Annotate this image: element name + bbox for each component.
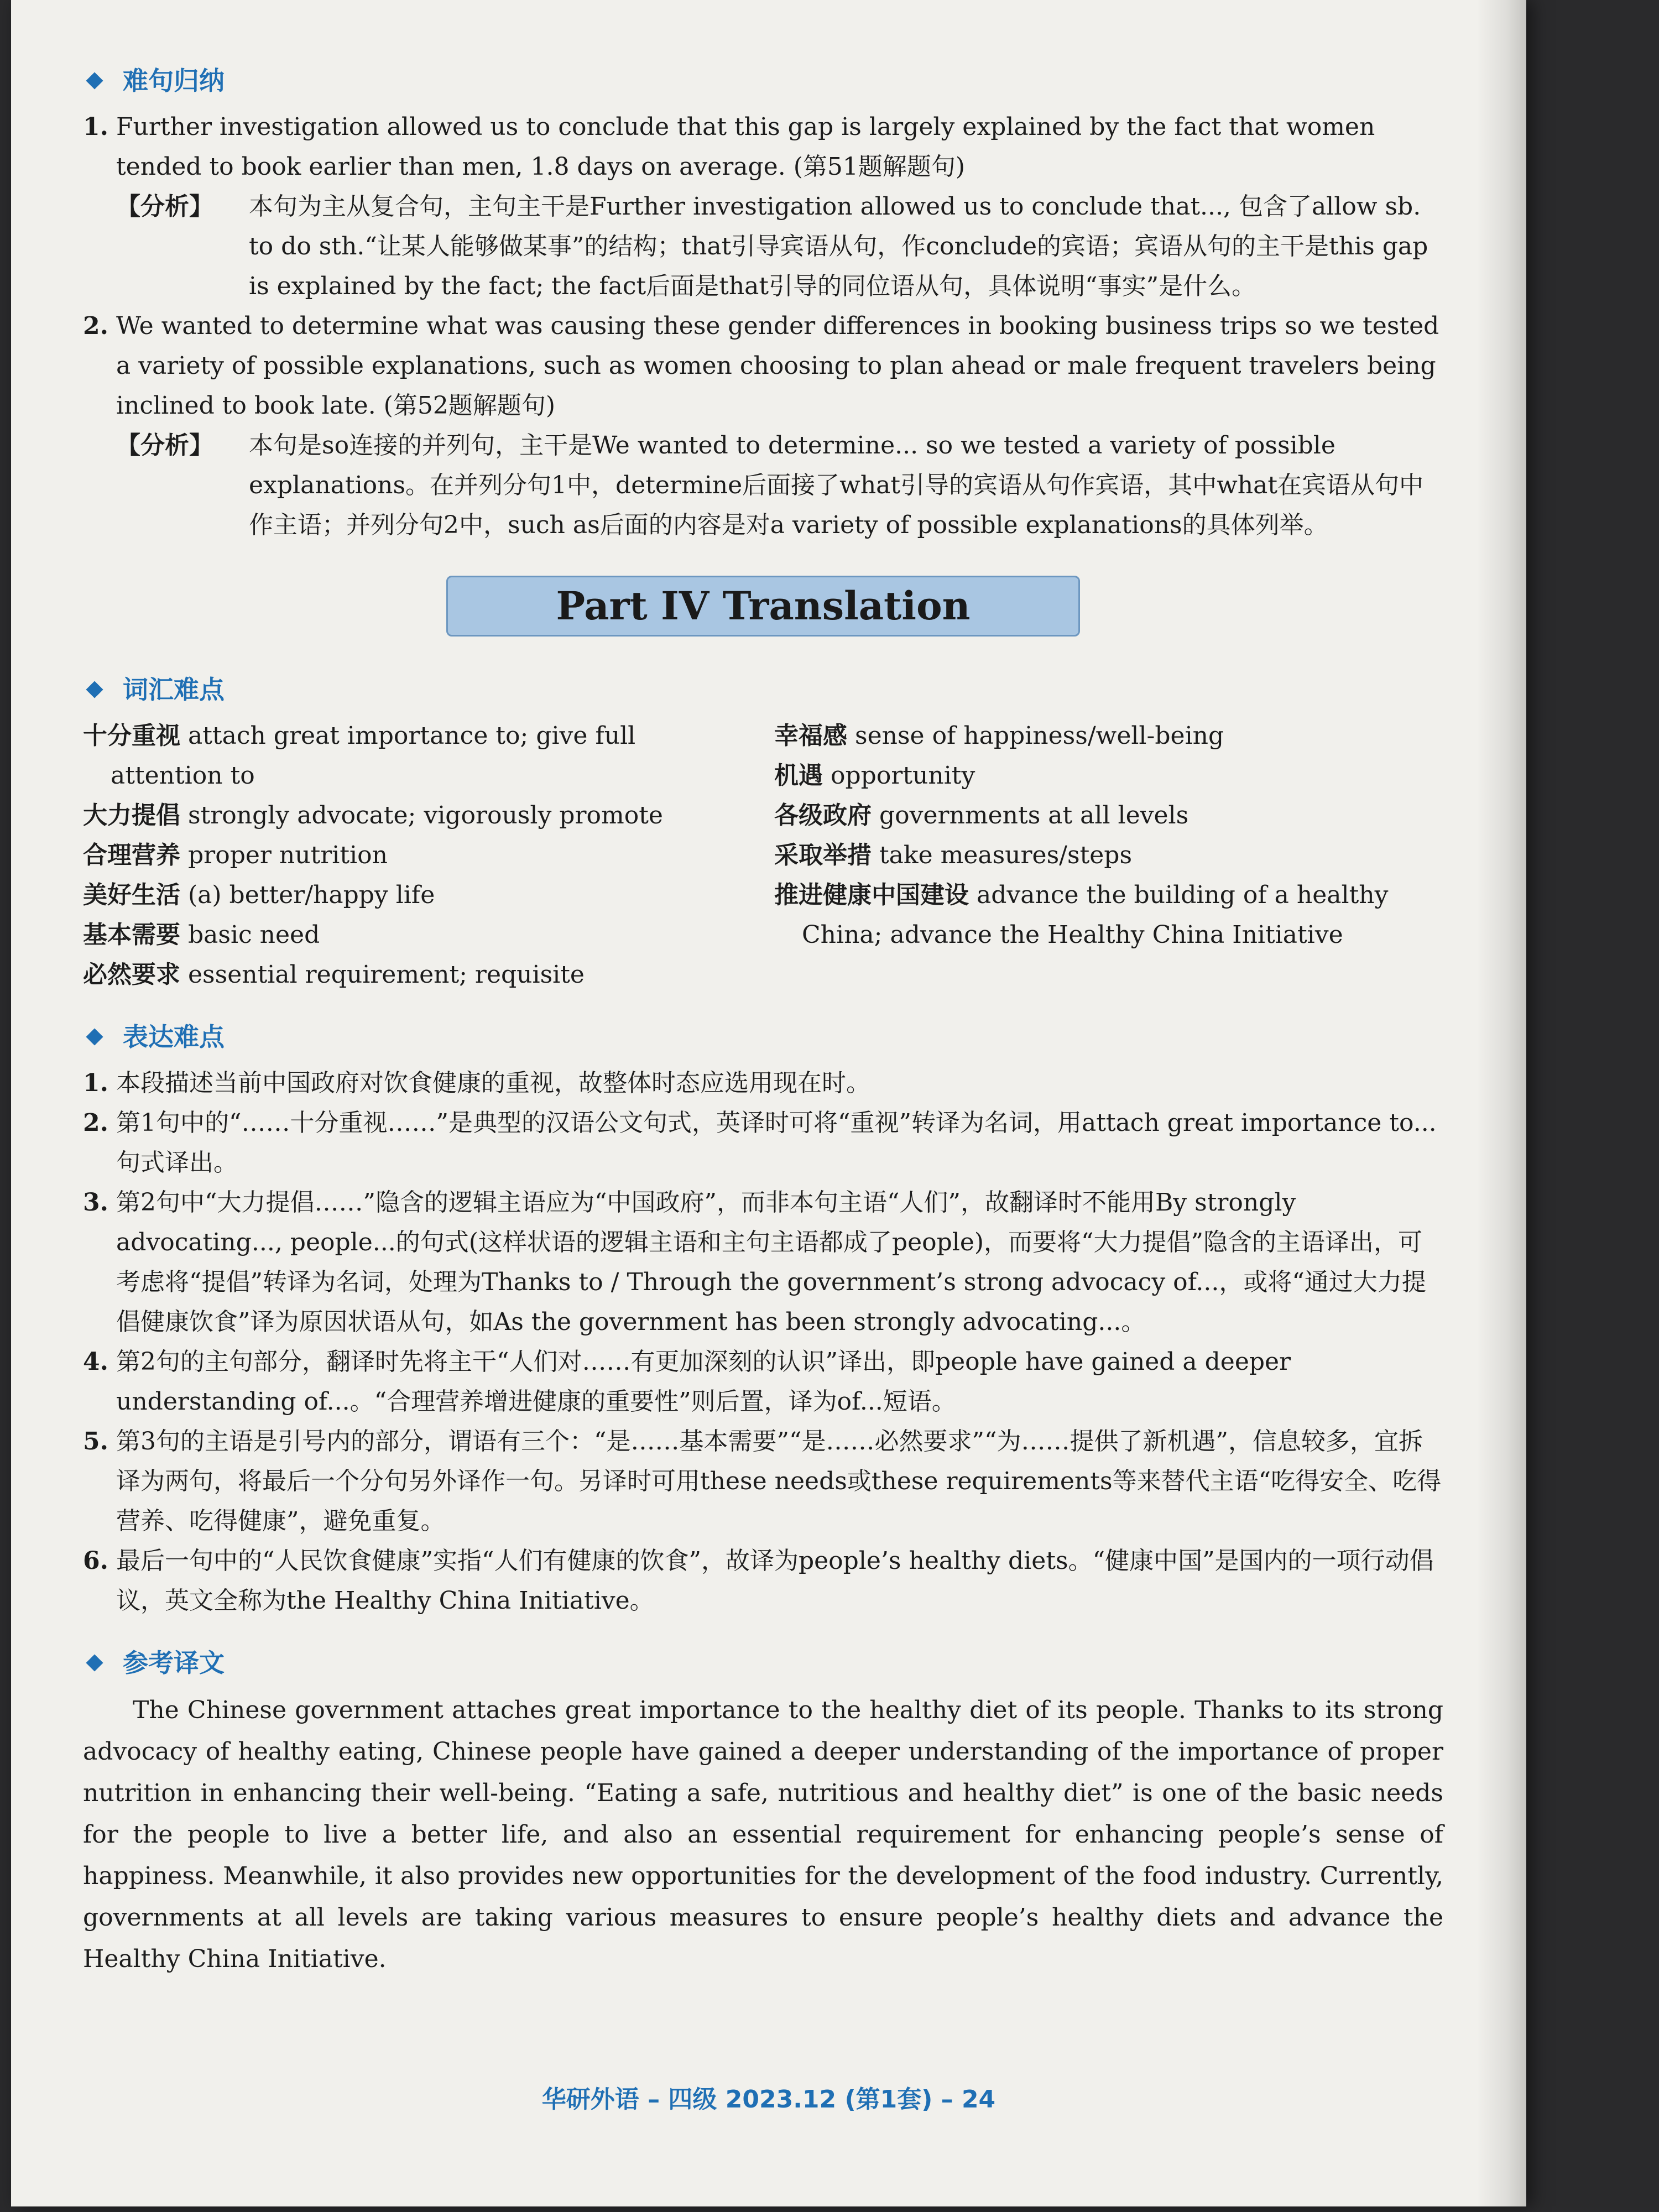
diamond-bullet-icon: [86, 72, 103, 89]
vocab-term: 必然要求: [83, 961, 180, 989]
vocabulary-column-right: [774, 716, 1443, 995]
vocab-translation: governments at all levels: [879, 801, 1189, 830]
vocab-entry: [83, 836, 719, 875]
item-number: 5.: [83, 1427, 108, 1455]
vocab-term: 美好生活: [83, 881, 180, 909]
section-heading-expression: 表达难点: [83, 1017, 1443, 1057]
expression-text: 第3句的主语是引号内的部分，谓语有三个：“是……基本需要”“是……必然要求”“为……提供了新机遇”，信息较多，宜拆译为两句，将最后一个分句另外译作一句。另译时可用these needs或these requirements等来替代主语“吃得安全、吃得营养、吃得健康”，避免重复。: [116, 1427, 1442, 1535]
expression-text: 本段描述当前中国政府对饮食健康的重视，故整体时态应选用现在时。: [116, 1069, 870, 1097]
section-heading-difficult-sentences: 难句归纳: [83, 61, 1443, 101]
book-page: [11, 0, 1526, 2206]
analysis-block: [116, 187, 1443, 306]
vocab-translation: essential requirement; requisite: [188, 961, 585, 989]
analysis-text: 本句是so连接的并列句，主干是We wanted to determine... so we tested a variety of possible explanations。在并列分句1中，determine后面接了what引导的宾语从句作宾语，其中what在宾语从句中作主语；并列分句2中，such as后面的内容是对a variety of possible explanations的具体列举。: [249, 431, 1424, 539]
expression-list: [83, 1063, 1443, 1621]
analysis-text: 本句为主从复合句，主句主干是Further investigation allowed us to conclude that..., 包含了allow sb. to do sth.“让某人能够做某事”的结构；that引导宾语从句，作conclude的宾语；宾语从句的主干是this gap is explained by the fact; the fact后面是that引导的同位语从句，具体说明“事实”是什么。: [249, 192, 1428, 300]
expression-item: [83, 1541, 1443, 1621]
vocab-translation: opportunity: [831, 761, 975, 790]
item-number: 4.: [83, 1348, 108, 1376]
vocab-term: 推进健康中国建设: [774, 881, 969, 909]
item-number: 2.: [83, 1109, 108, 1137]
vocab-entry: [774, 716, 1443, 756]
vocab-entry: [774, 836, 1443, 875]
expression-item: [83, 1183, 1443, 1342]
reference-translation-text: The Chinese government attaches great importance to the healthy diet of its people. Thanks to its strong advocacy of healthy eating, Chinese people have gained a deeper understanding of the importance of proper nutrition in enhancing their well-being. “Eating a safe, nutritious and healthy diet” is one of the basic needs for the people to live a better life, and also an essential requirement for enhancing people’s sense of happiness. Meanwhile, it also provides new opportunities for the development of the food industry. Currently, governments at all levels are taking various measures to ensure people’s healthy diets and advance the Healthy China Initiative.: [83, 1696, 1443, 1973]
expression-text: 第2句中“大力提倡……”隐含的逻辑主语应为“中国政府”，而非本句主语“人们”，故翻译时不能用By strongly advocating..., people...的句式(这样状语的逻辑主语和主句主语都成了people)，而要将“大力提倡”隐含的主语译出，可考虑将“提倡”转译为名词，处理为Thanks to / Through the government’s strong advocacy of...，或将“通过大力提倡健康饮食”译为原因状语从句，如As the government has been strongly advocating...。: [116, 1188, 1426, 1336]
vocab-translation: advance the building of a healthy China; advance the Healthy China Initiative: [802, 881, 1389, 949]
vocab-entry: [83, 955, 719, 995]
vocab-translation: sense of happiness/well-being: [855, 722, 1224, 750]
page-fold-shadow: [1477, 0, 1526, 2206]
section-heading-vocabulary: 词汇难点: [83, 670, 1443, 709]
sentence-text: We wanted to determine what was causing these gender differences in booking business trips so we tested a variety of possible explanations, such as women choosing to plan ahead or male frequent travelers being inclined to book late. (第52题解题句): [116, 312, 1439, 420]
vocab-term: 大力提倡: [83, 801, 180, 830]
vocab-translation: (a) better/happy life: [188, 881, 435, 909]
vocabulary-column-left: [83, 716, 719, 995]
vocab-entry: [83, 796, 719, 836]
vocabulary-table: [83, 716, 1443, 995]
vocab-entry: [83, 716, 719, 796]
expression-text: 第1句中的“……十分重视……”是典型的汉语公文句式，英译时可将“重视”转译为名词，用attach great importance to...句式译出。: [116, 1109, 1437, 1177]
vocab-translation: strongly advocate; vigorously promote: [188, 801, 663, 830]
item-number: 6.: [83, 1547, 108, 1575]
section-heading-reference: 参考译文: [83, 1643, 1443, 1683]
vocab-translation: proper nutrition: [188, 841, 388, 869]
item-number: 3.: [83, 1188, 108, 1217]
expression-item: [83, 1342, 1443, 1422]
expression-item: [83, 1063, 1443, 1103]
vocab-term: 合理营养: [83, 841, 180, 869]
vocab-translation: basic need: [188, 921, 320, 949]
expression-text: 最后一句中的“人民饮食健康”实指“人们有健康的饮食”，故译为people’s healthy diets。“健康中国”是国内的一项行动倡议，英文全称为the Healthy China Initiative。: [116, 1547, 1434, 1615]
sentence-text: Further investigation allowed us to conclude that this gap is largely explained by the fact that women tended to book earlier than men, 1.8 days on average. (第51题解题句): [116, 113, 1375, 181]
item-number: 1.: [83, 1069, 108, 1097]
analysis-tag: 【分析】: [116, 431, 213, 460]
diamond-bullet-icon: [86, 1654, 103, 1671]
diamond-bullet-icon: [86, 681, 103, 698]
vocab-translation: take measures/steps: [879, 841, 1133, 869]
vocab-term: 采取举措: [774, 841, 872, 869]
page-footer: 华研外语 – 四级 2023.12 (第1套) – 24: [541, 2085, 996, 2114]
vocab-entry: [774, 756, 1443, 796]
part-title-wrap: [83, 576, 1443, 637]
difficult-sentence-item: [83, 107, 1443, 187]
difficult-sentence-list: [83, 107, 1443, 545]
vocab-term: 幸福感: [774, 722, 847, 750]
vocab-entry: [774, 875, 1443, 955]
vocab-translation: attach great importance to; give full attention to: [111, 722, 636, 790]
vocab-entry: [774, 796, 1443, 836]
analysis-block: [116, 426, 1443, 545]
vocab-entry: [83, 875, 719, 915]
expression-text: 第2句的主句部分，翻译时先将主干“人们对……有更加深刻的认识”译出，即people have gained a deeper understanding of...。“合理营养增进健康的重要性”则后置，译为of...短语。: [116, 1348, 1291, 1416]
item-number: 2.: [83, 312, 108, 340]
item-number: 1.: [83, 113, 108, 141]
part-title: Part IV Translation: [446, 576, 1080, 637]
analysis-tag: 【分析】: [116, 192, 213, 221]
expression-item: [83, 1103, 1443, 1183]
vocab-term: 机遇: [774, 761, 823, 790]
vocab-term: 各级政府: [774, 801, 872, 830]
vocab-entry: [83, 915, 719, 955]
difficult-sentence-item: [83, 306, 1443, 426]
expression-item: [83, 1422, 1443, 1541]
vocab-term: 十分重视: [83, 722, 180, 750]
page-content: [83, 61, 1443, 1980]
diamond-bullet-icon: [86, 1028, 103, 1045]
vocab-term: 基本需要: [83, 921, 180, 949]
